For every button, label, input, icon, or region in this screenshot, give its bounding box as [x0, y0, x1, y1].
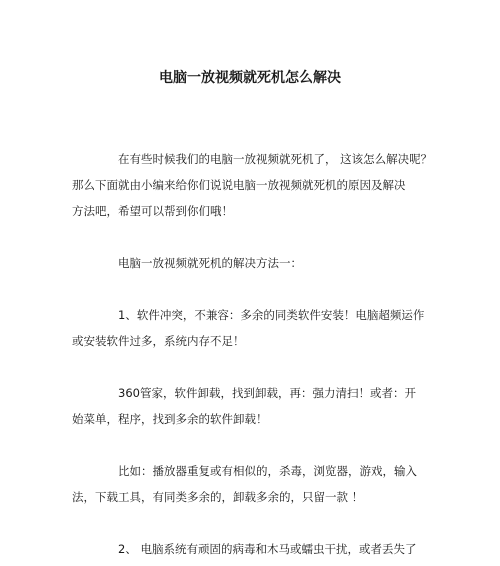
paragraph-5-line-2: 法，下载工具，有同类多余的，卸载多余的，只留一款 ！	[72, 490, 364, 504]
paragraph-5-line-1: 比如：播放器重复或有相似的，杀毒，浏览器，游戏，输入	[118, 464, 417, 478]
paragraph-4-line-1: 360管家，软件卸载，找到卸载，再：强力清扫！或者：开	[118, 386, 416, 400]
paragraph-3-line-2: 或安装软件过多，系统内存不足！	[72, 334, 245, 348]
paragraph-1-line-1: 在有些时候我们的电脑一放视频就死机了， 这该怎么解决呢？	[118, 152, 433, 166]
paragraph-1-line-3: 方法吧，希望可以帮到你们哦！	[72, 204, 233, 218]
paragraph-4-line-2: 始菜单，程序，找到多余的软件卸载！	[72, 412, 268, 426]
paragraph-6-line-1: 2、 电脑系统有顽固的病毒和木马或蠕虫干扰，或者丢失了	[118, 542, 417, 556]
paragraph-2-line-1: 电脑一放视频就死机的解决方法一：	[118, 256, 302, 270]
paragraph-3-line-1: 1、软件冲突，不兼容：多余的同类软件安装！电脑超频运作	[118, 308, 425, 322]
paragraph-1-line-2: 那么下面就由小编来给你们说说电脑一放视频就死机的原因及解决	[72, 178, 406, 192]
document-title: 电脑一放视频就死机怎么解决	[159, 70, 341, 86]
